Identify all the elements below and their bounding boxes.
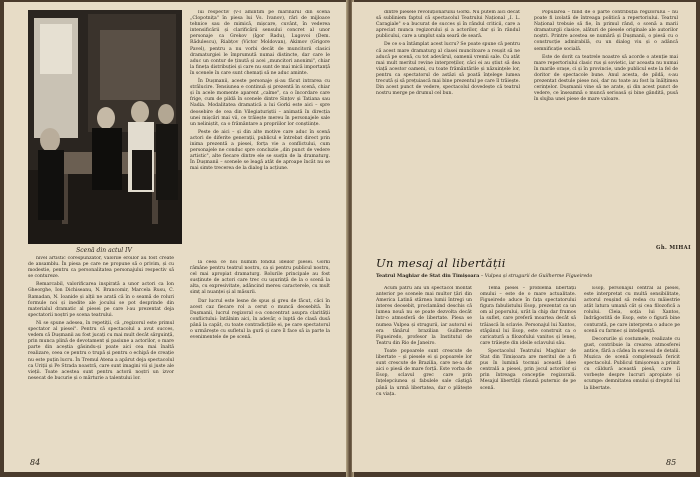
paragraph: Popularea – fiind de o parte contribuția regizorului – nu poate fi izolată de întreaga politică a repertoriului. Teatrul Național trebuie să fie, în primul rând, o scenă a marii dramaturgii clasice, alături de piesele originale ale autorilor noștri. Printre acestea se numără și Dușmanii, o piesă cu o construcție admirabilă, cu un dialog viu și o adâncă semnificație socială. [534,10,678,52]
photo-caption: Scenă din actul IV [76,247,132,254]
subtitle-separator: – [480,274,485,279]
page-number-right: 85 [666,458,677,467]
paragraph: dintre piesele revoluționarului Gorki. Nu putem aici decât să subliniem faptul că spectacolul Teatrului Național „I. L. Caragiale" s-a bucurat de succes și în rândul criticii, care a apreciat munca regizorului și a actorilor, dar și în rândul publicului, care a umplut sala seară de seară. [376,10,520,40]
right-text-column-bottom-2 [480,286,576,452]
article-subtitle [376,273,680,279]
paragraph: Este de dorit ca teatrele noastre să acorde o atenție mai mare repertoriului clasic rus și sovietic, iar aceasta nu numai în marile orașe, ci și în provincie, unde publicul este la fel de doritor de spectacole bune. Anul acesta, de pildă, s-au prezentat destule piese noi, dar nu toate au fost la înălțimea cerințelor. Dușmanii vine să ne arate, și din acest punct de vedere, ce înseamnă o muncă serioasă și bine gândită, pusă în slujba unei piese de mare valoare. [534,54,678,103]
paragraph: În Dușmanii, aceste personaje și-au făcut intrarea cu strălucire. Tensiunea e continuă și prezentă în scenă, chiar și în acele momente aparent „calme", ca o încordare care frige, cum de pildă în scenele dintre Sințov și Tatiana sau Nadia. Modalitatea dramatică a lui Gorki este aici – spre deosebire de cea din Vilegiaturiștii – animată în direcția unei mișcări mai vii, ce trăiește mereu în personajele sale un neliniștit, ca o frământare a propriilor lor conștiințe. [190,79,330,127]
paragraph: De ce s-a întâmplat acest lucru? Se poate spune că pentru că acest mare dramaturg al clasei muncitoare a reușit să ne aducă pe scenă, cu tot adevărul, oamenii vremii sale. Cu atât mai mult meritul revine interpreților, căci ei au știut să dea viață acestor oameni, cu toate frământările și năzuințele lor, pentru ca spectatorul de astăzi să poată înțelege lumea trecută și să prețuiască mai bine prezentul pe care îl trăiește. Din acest punct de vedere, spectacolul dovedește că teatrul nostru merge pe drumul cel bun. [376,42,520,97]
left-text-column-bottom-left [28,256,174,452]
paragraph: Spectacolul Teatrului Maghiar de Stat din Timișoara are meritul de a fi pus în lumină tocmai această idee centrală a piesei, prin jocul actorilor și prin întreaga concepție regizorală. Mesajul libertății răsună puternic de pe scenă. [480,348,576,391]
paragraph: Remarcabil, valorificarea inspirată a unor actori ca Ion Gheorghe, Ion Dichiseanu, N. Brancomir, Marcela Rusu, C. Ramadan, N. Ioanide și alții ne arată că în o seamă de roluri formule noi și inedite ale jocului se pot desprinde din materialul dramatic al piesei pe care l-au prezentat deja spectatorii noștri pe scena teatrului. [28,282,174,318]
paragraph: Acum patru ani un spectacol montat anterior pe scenele mai multor țări din America Latină stârnea lumii întregi un interes deosebit, proclamând deschis că lumea nouă nu se poate dezvolta decât într-o atmosferă de libertate. Piesa se numea Vulpea și strugurii, iar autorul ei era tânărul brazilian Guilherme Figueiredo, profesor la Institutul de Teatru din Rio de Janeiro. [376,286,472,346]
paragraph: Dar lucrul este lesne de spus și greu de făcut, căci în acest caz fiecare rol a cerut o muncă deosebită. În Dușmanii, lucrul regizoral s-a concentrat asupra clarității conflictului: întâlnim aici, în adevăr, o luptă de clasă dusă până la capăt, cu toate contradicțiile ei, pe care spectatorul o urmărește cu sufletul la gură și care îl face să ia parte la evenimentele de pe scenă. [190,298,330,341]
right-text-column-bottom-3 [584,286,680,452]
subtitle-play: Vulpea și strugurii de Guilherme Figueiredo [484,274,593,279]
right-text-column-bottom-1 [376,286,472,452]
paragraph: la ceea ce noi numim fondul ideilor piesei. Gorki rămâne pentru teatrul nostru, ca și pentru publicul nostru, cel mai apropiat dramaturg. Rolurile principale au fost susținute de actori care trec cu ușurință de la o scenă la alta, cu expresivitate, adâncind mereu caracterele, cu mult simț al nuanței și al măsurii. [190,260,330,296]
paragraph: Esop, personajul central al piesei, este interpretat cu multă sensibilitate, actorul reușind să redea cu măiestrie atât latura umană cât și cea filozofică a rolului. Cleia, soția lui Xantos, îndrăgostită de Esop, este o figură bine conturată, pe care interpreta o aduce pe scenă cu farmec și inteligență. [584,286,680,334]
left-text-column-top-right [190,10,330,257]
paragraph: Decorurile și costumele, realizate cu gust, contribuie la crearea atmosferei antice, fără a cădea în excesul de detalii. Muzica de scenă completează fericit spectacolul. Publicul timișorean a primit cu căldură această piesă, care îi vorbește despre lucruri apropiate și scumpe: demnitatea omului și dreptul lui la libertate. [584,336,680,391]
right-page [352,2,696,472]
left-text-column-bottom-right [190,260,330,452]
paragraph: lui respectiv (v-l amintim pe marinarul din scena „Clopotnița" în piesa lui Vs. Ivanov), rări de mijloace tehnice sau de mimică, mișcare, cuvânt, în vederea intensificării și clarificării sensului concret al unor personaje ca Grekov (Igor Radu), Lugovoi (Dem. Rădulescu), Riabțov (Victor Moldovan), Akimov (Grigore Pavel), pentru a nu vorbi decât de muncitorii clasici dramaturgiei le împrumută numai distincte, dar care le aduc un contur de ținută și acei „muncitori anonimi", chiar la fineța distribuției și care nu sunt de mai mică importanță în scenele în care sunt chemați să ne aduc aminte. [190,10,330,76]
author-signature: Gh. MIHAI [656,245,691,251]
page-number-left: 84 [30,458,41,467]
right-text-column-top-left [376,10,520,242]
stage-photo-image [28,10,182,244]
right-text-column-top-right [534,10,678,242]
paragraph: Tema piesei – problema libertății omului – este de o mare actualitate. Figueiredo aduce în fața spectatorului figura fabulistului Esop, prezentat ca un om al poporului, urât la chip dar frumos la suflet, care preferă moartea decât să trăiască în sclavie. Personajul lui Xantos, stăpânul lui Esop, este construit ca o caricatură a filozofului vanitos și leneș, care trăiește din ideile sclavului său. [480,286,576,346]
subtitle-theatre: Teatrul Maghiar de Stat din Timișoara [376,273,480,279]
stage-photo [28,10,182,244]
left-page [4,2,348,472]
article-title: Un mesaj al libertății [376,256,506,270]
paragraph: nivel artistic corespunzător, valorile eroilor au fost create de ansamblu. În piesa pe care ne propune să o privim, și cu modestie, pentru ca personalitatea personajului respectiv să se contureze. [28,256,174,280]
paragraph: Peste de aici – și din alte motive care aduc în scenă actori de diferite generații, publicul e întrebat direct prin inima prezentă a piesei, forța vie a conflictului, cum personajele ne conduc spre concluzie „din punct de vedere artistic", alte fiecare dintre ele se susțin de la dramaturg. În Dușmanii – scenele se leagă atât de aproape încât nu se mai simte trecerea de la dialog la acțiune. [190,129,330,172]
paragraph: Ni se spune adesea, în repetiții, că „regizorul este primul spectator al piesei". Pentru că spectacolul a avut succes, vedem că Dușmanii au fost jucați cu mai mult decât sârguință, prin munca plină de devotament și pasiune a actorilor, o mare parte din aceștia găsindu-și poate aici cea mai înaltă realizare, ceea ce pentru o trupă și pentru o echipă de creație nu este puțin lucru. În Tremul Atena a apărut deja spectacolul ca Uriții și Pe Strada noastră, care sunt imagini vii și juste ale vieții. Toate acestea sunt pentru actorii noștri un izvor nesecat de bucurie și o mărturie a talentului lor. [28,320,174,381]
paragraph: Toate popoarele sunt crescute de libertate – și piesele ei și popoarele lor sunt crescute de Brazilia, care ne-a dat aici o piesă de mare forță. Este vorba de Esop, sclavul grec care prin înțelepciunea și fabulele sale câștigă până la urmă libertatea, dar o plătește cu viața. [376,348,472,397]
